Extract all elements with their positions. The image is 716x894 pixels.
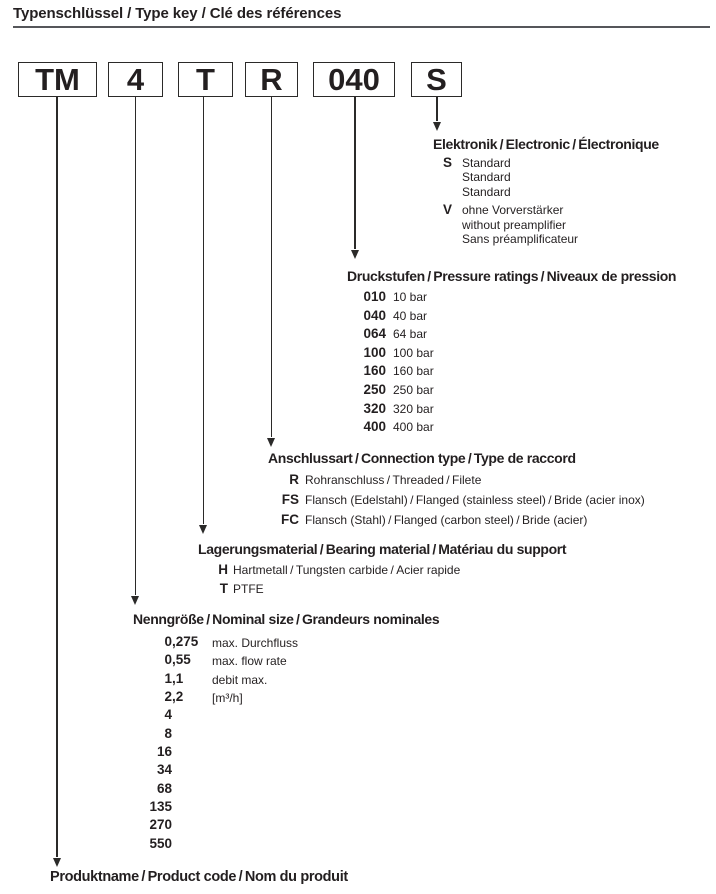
connection-row — [268, 490, 645, 510]
connection-row — [268, 470, 645, 490]
pressure-desc: 320 bar — [393, 401, 434, 416]
pressure-code: 010 — [363, 289, 386, 304]
code-box-r — [245, 62, 298, 97]
nominal-desc: [m³/h] — [212, 691, 243, 706]
nominal-value: 68 — [156, 780, 172, 796]
section-electronic — [433, 136, 659, 246]
connection-rows — [268, 470, 645, 530]
pressure-desc: 100 bar — [393, 345, 434, 360]
nominal-value: 34 — [156, 762, 172, 778]
bearing-desc: PTFE — [233, 581, 264, 596]
pressure-row — [347, 381, 676, 400]
nominal-row — [133, 706, 439, 724]
nominal-value: 1 — [164, 670, 172, 686]
code-box-t-label: T — [196, 62, 215, 97]
nominal-row — [133, 651, 439, 669]
electronic-desc-s-en: Standard — [462, 170, 511, 185]
section-electronic-header: Elektronik / Electronic / Électronique — [433, 136, 659, 152]
code-box-tm-label: TM — [35, 62, 80, 97]
arrow-down-icon — [199, 525, 207, 534]
pressure-code: 250 — [363, 381, 386, 397]
pressure-row — [347, 362, 676, 381]
code-box-s-label: S — [426, 62, 447, 97]
pressure-row — [347, 288, 676, 307]
nominal-value: 270 — [149, 817, 172, 833]
pressure-desc: 64 bar — [393, 327, 428, 342]
connection-desc: Flansch (Stahl) / Flanged (carbon steel) / Bride (acier) — [305, 513, 588, 527]
nominal-value: 2 — [164, 689, 172, 705]
nominal-value: 0 — [164, 634, 172, 649]
code-box-4 — [108, 62, 163, 97]
pressure-code: 400 — [363, 419, 386, 435]
arrow-down-icon — [131, 596, 139, 605]
nominal-row — [133, 743, 439, 761]
pressure-code: 320 — [363, 400, 386, 416]
electronic-entry-v — [433, 203, 659, 246]
code-box-t — [178, 62, 233, 97]
connector-r-to-connection-type — [271, 97, 273, 437]
nominal-row — [133, 688, 439, 706]
bearing-code: T — [219, 580, 228, 596]
code-box-s — [411, 62, 462, 97]
bearing-row — [198, 580, 566, 599]
section-bearing-header: Lagerungsmaterial / Bearing material / Matériau du support — [198, 541, 567, 557]
electronic-code-v: V — [442, 202, 452, 218]
bearing-rows — [198, 561, 566, 598]
nominal-row — [133, 670, 439, 688]
page-title: Typenschlüssel / Type key / Clé des références — [13, 5, 342, 22]
pressure-row — [347, 307, 676, 326]
nominal-value: 135 — [149, 799, 172, 815]
nominal-row — [133, 761, 439, 779]
nominal-value-fraction: ,2 — [172, 689, 184, 705]
pressure-desc: 160 bar — [393, 364, 434, 379]
section-pressure-ratings — [347, 268, 676, 437]
electronic-desc-v-fr: Sans préamplificateur — [462, 232, 579, 247]
connector-4-to-nominal-size — [135, 97, 137, 595]
section-nominal-size — [133, 611, 439, 853]
arrow-down-icon — [267, 438, 275, 447]
section-pressure-header: Druckstufen / Pressure ratings / Niveaux de pression — [347, 268, 677, 284]
nominal-row — [133, 835, 439, 853]
code-box-tm — [18, 62, 97, 97]
section-product-name-header: Produktname / Product code / Nom du produit — [50, 869, 348, 885]
pressure-desc: 400 bar — [393, 420, 434, 435]
pressure-code: 040 — [363, 307, 386, 323]
electronic-desc-v-en: without preamplifier — [462, 217, 567, 232]
section-bearing-material — [198, 541, 566, 598]
pressure-row — [347, 325, 676, 344]
nominal-row — [133, 780, 439, 798]
connector-040-to-pressure-ratings — [354, 97, 356, 249]
nominal-value: 0 — [164, 652, 172, 668]
pressure-rows — [347, 288, 676, 437]
nominal-value: 8 — [164, 725, 172, 741]
nominal-value: 16 — [156, 744, 172, 760]
electronic-desc-s-fr: Standard — [462, 184, 511, 199]
electronic-entry-s — [433, 156, 659, 199]
connector-t-to-bearing-material — [203, 97, 205, 524]
pressure-row — [347, 344, 676, 363]
arrow-down-icon — [433, 122, 441, 131]
pressure-code: 100 — [363, 344, 386, 360]
bearing-row — [198, 561, 566, 580]
pressure-row — [347, 418, 676, 437]
nominal-value-fraction: ,275 — [172, 634, 199, 649]
connection-desc: Rohranschluss / Threaded / Filete — [305, 473, 482, 487]
connection-code: FS — [281, 492, 299, 507]
connection-row — [268, 510, 645, 530]
code-box-040-label: 040 — [328, 62, 380, 97]
nominal-value-fraction: ,55 — [172, 652, 191, 668]
electronic-desc-v — [462, 203, 578, 246]
pressure-desc: 250 bar — [393, 382, 434, 397]
pressure-row — [347, 400, 676, 419]
nominal-row — [133, 633, 439, 651]
bearing-desc: Hartmetall / Tungsten carbide / Acier rapide — [233, 563, 461, 577]
bearing-code: H — [218, 562, 228, 577]
connection-code: FC — [281, 512, 299, 527]
nominal-row — [133, 816, 439, 834]
arrow-down-icon — [53, 858, 61, 867]
nominal-desc: max. flow rate — [212, 654, 287, 669]
pressure-code: 064 — [363, 326, 386, 342]
nominal-value: 550 — [149, 835, 172, 851]
nominal-desc: max. Durchfluss — [212, 636, 299, 650]
nominal-rows — [133, 633, 439, 853]
title-underline — [13, 26, 710, 28]
code-box-r-label: R — [260, 62, 283, 97]
nominal-value: 4 — [164, 707, 172, 723]
connection-desc: Flansch (Edelstahl) / Flanged (stainless steel) / Bride (acier inox) — [305, 493, 645, 507]
pressure-desc: 10 bar — [393, 290, 428, 304]
connector-tm-to-product-name — [56, 97, 58, 857]
electronic-desc-s — [462, 156, 511, 199]
nominal-row — [133, 725, 439, 743]
nominal-value-fraction: ,1 — [172, 670, 184, 686]
electronic-desc-s-de: Standard — [462, 156, 511, 170]
code-box-040 — [313, 62, 395, 97]
connection-code: R — [289, 472, 299, 487]
electronic-desc-v-de: ohne Vorverstärker — [462, 203, 564, 218]
arrow-down-icon — [351, 250, 359, 259]
pressure-desc: 40 bar — [393, 308, 428, 323]
connector-s-to-electronic — [436, 97, 438, 121]
section-nominal-header: Nenngröße / Nominal size / Grandeurs nominales — [133, 611, 440, 627]
nominal-desc: debit max. — [212, 672, 268, 687]
section-connection-type — [268, 450, 645, 530]
electronic-code-s: S — [442, 155, 452, 170]
pressure-code: 160 — [363, 363, 386, 379]
code-box-4-label: 4 — [126, 62, 145, 97]
nominal-row — [133, 798, 439, 816]
section-connection-header: Anschlussart / Connection type / Type de raccord — [268, 450, 576, 466]
